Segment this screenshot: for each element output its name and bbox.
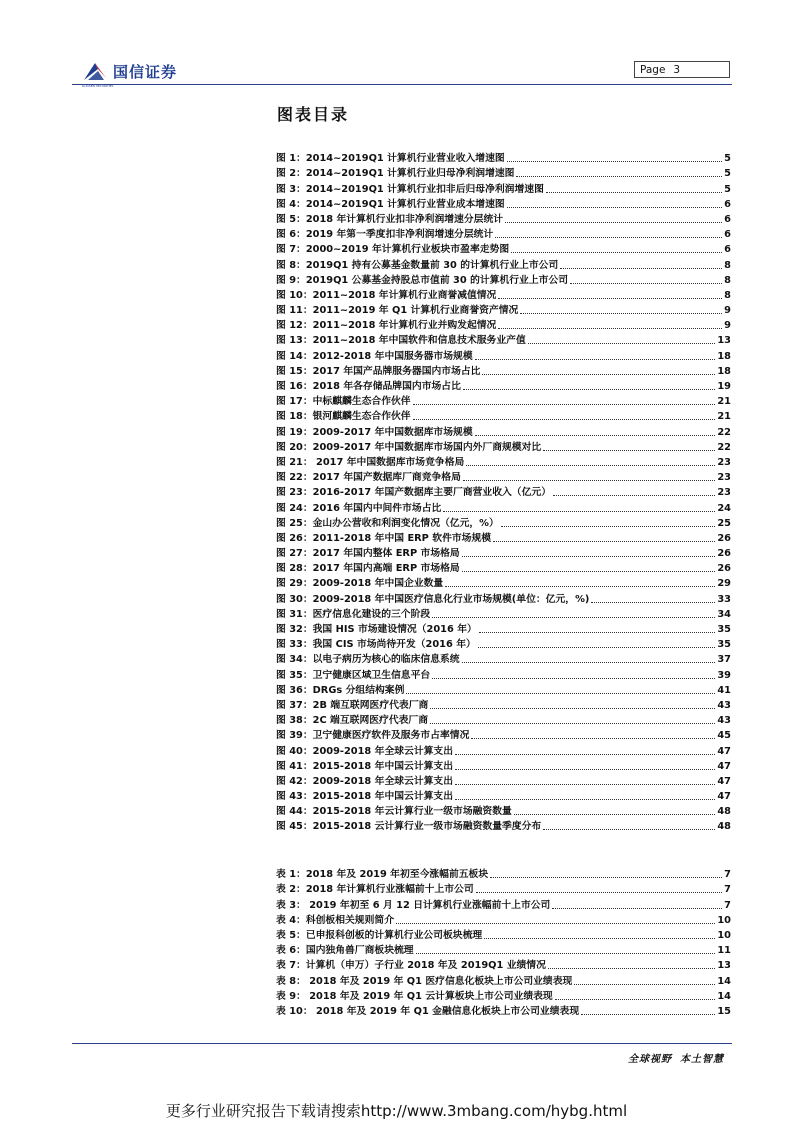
dot-leader — [574, 984, 715, 985]
table-entry-label: 表 5：已申报科创板的计算机行业公司板块梳理 — [276, 929, 483, 941]
page-number: 3 — [673, 64, 681, 76]
figure-entry-page: 23 — [717, 456, 731, 468]
figure-entry[interactable] — [276, 226, 731, 241]
table-entry-label: 表 8： 2018 年及 2019 年 Q1 医疗信息化板块上市公司业绩表现 — [276, 975, 573, 987]
dot-leader — [430, 723, 715, 724]
dot-leader — [462, 556, 716, 557]
figure-entry-label: 图 21： 2017 年中国数据库市场竞争格局 — [276, 456, 465, 468]
figure-entry[interactable] — [276, 302, 731, 317]
figure-entry[interactable] — [276, 256, 731, 271]
figure-entry-label: 图 33：我国 CIS 市场尚待开发（2016 年） — [276, 639, 476, 651]
figure-entry-page: 5 — [724, 183, 731, 195]
dot-leader — [543, 829, 715, 830]
dot-leader — [471, 738, 715, 739]
table-entry[interactable] — [276, 866, 731, 881]
figure-entry-page: 19 — [717, 381, 731, 392]
dot-leader — [416, 953, 716, 954]
figure-entry[interactable] — [276, 803, 731, 818]
figure-entry-label: 图 43：2015-2018 年中国云计算支出 — [276, 791, 454, 803]
figure-entry[interactable] — [276, 773, 731, 788]
download-notice[interactable]: 更多行业研究报告下载请搜索http://www.3mbang.com/hybg.html — [165, 1102, 628, 1120]
table-entry-label: 表 2：2018 年计算机行业涨幅前十上市公司 — [276, 884, 474, 896]
figure-entry[interactable] — [276, 560, 731, 575]
figure-list — [276, 150, 731, 833]
dot-leader — [553, 495, 715, 496]
figure-entry-label: 图 28：2017 年国内高端 ERP 市场格局 — [276, 563, 460, 575]
dot-leader — [543, 450, 715, 451]
figure-entry[interactable] — [276, 742, 731, 757]
figure-entry[interactable] — [276, 499, 731, 514]
dot-leader — [570, 283, 722, 284]
slogan-part: 全球视野 — [628, 1054, 672, 1065]
dot-leader — [555, 999, 716, 1000]
figure-entry-label: 图 41：2015-2018 年中国云计算支出 — [276, 760, 454, 772]
page-label: Page — [640, 64, 666, 76]
figure-entry-label: 图 12：2011~2018 年计算机行业并购发起情况 — [276, 320, 497, 332]
brand-logo — [82, 58, 178, 88]
figure-entry-page: 5 — [724, 153, 731, 165]
figure-entry-label: 图 45：2015-2018 云计算行业一级市场融资数量季度分布 — [276, 821, 542, 833]
figure-entry-page: 24 — [717, 502, 731, 514]
figure-entry-page: 5 — [724, 168, 731, 180]
dot-leader — [475, 435, 716, 436]
figure-entry[interactable] — [276, 788, 731, 803]
dot-leader — [507, 207, 722, 208]
figure-entry-page: 47 — [717, 745, 731, 757]
figure-entry-label: 图 32：我国 HIS 市场建设情况（2016 年） — [276, 624, 477, 635]
figure-entry-page: 41 — [717, 684, 731, 696]
table-entry[interactable] — [276, 896, 731, 911]
figure-entry-page: 35 — [717, 624, 731, 635]
figure-entry[interactable] — [276, 180, 731, 195]
figure-entry-label: 图 34：以电子病历为核心的临床信息系统 — [276, 654, 460, 666]
figure-entry-label: 图 27：2017 年国内整体 ERP 市场格局 — [276, 548, 460, 560]
figure-entry-page: 21 — [717, 396, 731, 408]
figure-entry[interactable] — [276, 712, 731, 727]
dot-leader — [463, 389, 715, 390]
figure-entry-label: 图 15：2017 年国产品牌服务器国内市场占比 — [276, 365, 481, 377]
dot-leader — [511, 252, 722, 253]
dot-leader — [581, 1014, 715, 1015]
table-entry-label: 表 9： 2018 年及 2019 年 Q1 云计算板块上市公司业绩表现 — [276, 990, 553, 1002]
dot-leader — [413, 404, 716, 405]
figure-entry[interactable] — [276, 727, 731, 742]
brand-subtitle: GUOSEN SECURITIES — [82, 84, 114, 88]
figure-entry-page: 8 — [724, 259, 731, 271]
figure-entry-page: 39 — [717, 669, 731, 681]
figure-entry[interactable] — [276, 150, 731, 165]
figure-entry[interactable] — [276, 287, 731, 302]
table-entry-page: 14 — [717, 975, 731, 987]
figure-entry[interactable] — [276, 484, 731, 499]
figure-entry-label: 图 16：2018 年各存储品牌国内市场占比 — [276, 381, 461, 392]
dot-leader — [560, 268, 722, 269]
figure-entry[interactable] — [276, 606, 731, 621]
figure-entry-label: 图 23：2016-2017 年国产数据库主要厂商营业收入（亿元） — [276, 487, 551, 499]
dot-leader — [516, 176, 722, 177]
figure-entry[interactable] — [276, 332, 731, 347]
dot-leader — [479, 632, 716, 633]
dot-leader — [463, 480, 715, 481]
figure-entry-label: 图 10：2011~2018 年计算机行业商誉减值情况 — [276, 289, 497, 301]
figure-entry[interactable] — [276, 393, 731, 408]
table-entry-page: 15 — [717, 1005, 731, 1017]
figure-entry[interactable] — [276, 363, 731, 378]
figure-entry-label: 图 24：2016 年国内中间件市场占比 — [276, 502, 442, 514]
table-entry-page: 7 — [724, 869, 731, 881]
table-entry-page: 10 — [717, 914, 731, 926]
dot-leader — [498, 328, 722, 329]
figure-entry-label: 图 37：2B 端互联网医疗代表厂商 — [276, 699, 429, 711]
figure-entry-label: 图 38：2C 端互联网医疗代表厂商 — [276, 715, 429, 727]
figure-entry-page: 26 — [717, 548, 731, 560]
dot-leader — [413, 419, 716, 420]
figure-entry-page: 35 — [717, 639, 731, 651]
page-indicator — [634, 61, 730, 78]
slogan — [628, 1050, 724, 1065]
figure-entry-label: 图 7：2000~2019 年计算机行业板块市盈率走势图 — [276, 244, 510, 256]
figure-entry-label: 图 25：金山办公营收和利润变化情况（亿元，%） — [276, 517, 499, 529]
dot-leader — [455, 799, 715, 800]
figure-entry-label: 图 11：2011~2019 年 Q1 计算机行业商誉资产情况 — [276, 305, 519, 317]
table-entry[interactable] — [276, 988, 731, 1003]
figure-entry[interactable] — [276, 545, 731, 560]
figure-entry[interactable] — [276, 423, 731, 438]
figure-entry[interactable] — [276, 211, 731, 226]
figure-entry-page: 22 — [717, 426, 731, 438]
figure-entry[interactable] — [276, 621, 731, 636]
figure-entry-label: 图 29：2009-2018 年中国企业数量 — [276, 578, 444, 590]
figure-entry-page: 33 — [717, 593, 731, 605]
table-entry-label: 表 10： 2018 年及 2019 年 Q1 金融信息化板块上市公司业绩表现 — [276, 1005, 580, 1017]
figure-entry-page: 6 — [724, 229, 731, 241]
figure-entry-page: 29 — [717, 578, 731, 590]
figure-entry-label: 图 22：2017 年国产数据库厂商竞争格局 — [276, 472, 461, 484]
figure-entry-label: 图 31：医疗信息化建设的三个阶段 — [276, 608, 431, 620]
figure-entry-label: 图 26：2011-2018 年中国 ERP 软件市场规模 — [276, 532, 492, 544]
figure-entry-page: 37 — [717, 654, 731, 666]
dot-leader — [455, 769, 715, 770]
dot-leader — [462, 571, 716, 572]
table-entry-page: 11 — [717, 945, 731, 957]
dot-leader — [476, 892, 723, 893]
figure-entry-page: 23 — [717, 487, 731, 499]
figure-entry-page: 47 — [717, 791, 731, 803]
dot-leader — [505, 222, 722, 223]
table-entry-label: 表 1：2018 年及 2019 年初至今涨幅前五板块 — [276, 869, 489, 881]
figure-entry[interactable] — [276, 317, 731, 332]
dot-leader — [466, 465, 715, 466]
dot-leader — [507, 161, 722, 162]
figure-entry-page: 6 — [724, 244, 731, 256]
dot-leader — [455, 754, 715, 755]
figure-entry[interactable] — [276, 515, 731, 530]
figure-entry[interactable] — [276, 408, 731, 423]
figure-entry-label: 图 3：2014~2019Q1 计算机行业扣非后归母净利润增速图 — [276, 183, 544, 195]
dot-leader — [520, 313, 722, 314]
page-title: 图表目录 — [277, 105, 350, 124]
table-entry-page: 14 — [717, 990, 731, 1002]
dot-leader — [406, 693, 715, 694]
figure-entry[interactable] — [276, 378, 731, 393]
dot-leader — [475, 359, 716, 360]
figure-entry-page: 9 — [724, 320, 731, 332]
figure-entry-label: 图 30：2009-2018 年中国医疗信息化行业市场规模(单位：亿元，%) — [276, 593, 590, 605]
table-list — [276, 866, 731, 1018]
table-entry-label: 表 7：计算机（申万）子行业 2018 年及 2019Q1 业绩情况 — [276, 960, 546, 972]
figure-entry-label: 图 36：DRGs 分组结构案例 — [276, 684, 405, 696]
figure-entry-label: 图 35：卫宁健康区域卫生信息平台 — [276, 669, 431, 681]
figure-entry-label: 图 18：银河麒麟生态合作伙伴 — [276, 411, 411, 423]
table-entry[interactable] — [276, 881, 731, 896]
figure-entry-page: 9 — [724, 305, 731, 317]
dot-leader — [514, 814, 716, 815]
figure-entry-label: 图 5：2018 年计算机行业扣非净利润增速分层统计 — [276, 213, 504, 225]
dot-leader — [484, 938, 715, 939]
figure-entry-page: 18 — [717, 350, 731, 362]
figure-entry-page: 22 — [717, 441, 731, 453]
figure-entry-label: 图 19：2009-2017 年中国数据库市场规模 — [276, 426, 473, 438]
dot-leader — [495, 237, 722, 238]
figure-entry[interactable] — [276, 590, 731, 605]
figure-entry-page: 6 — [724, 198, 731, 210]
figure-entry-label: 图 20：2009-2017 年中国数据库市场国内外厂商规模对比 — [276, 441, 542, 453]
figure-entry-label: 图 4：2014~2019Q1 计算机行业营业成本增速图 — [276, 198, 505, 210]
dot-leader — [445, 586, 715, 587]
figure-entry-page: 26 — [717, 532, 731, 544]
figure-entry-label: 图 8：2019Q1 持有公募基金数量前 30 的计算机行业上市公司 — [276, 259, 559, 271]
figure-entry-label: 图 14：2012-2018 年中国服务器市场规模 — [276, 350, 473, 362]
figure-entry[interactable] — [276, 439, 731, 454]
figure-entry[interactable] — [276, 666, 731, 681]
figure-entry-label: 图 42：2009-2018 年全球云计算支出 — [276, 775, 454, 787]
dot-leader — [430, 708, 715, 709]
dot-leader — [498, 298, 722, 299]
figure-entry-label: 图 39：卫宁健康医疗软件及服务市占率情况 — [276, 730, 470, 742]
figure-entry-page: 21 — [717, 411, 731, 423]
figure-entry-page: 34 — [717, 608, 731, 620]
table-entry[interactable] — [276, 972, 731, 987]
figure-entry-label: 图 2：2014~2019Q1 计算机行业归母净利润增速图 — [276, 168, 515, 180]
figure-entry-page: 25 — [717, 517, 731, 529]
table-entry[interactable] — [276, 927, 731, 942]
figure-entry-label: 图 17：中标麒麟生态合作伙伴 — [276, 396, 411, 408]
dot-leader — [591, 602, 715, 603]
figure-entry[interactable] — [276, 636, 731, 651]
figure-entry[interactable] — [276, 272, 731, 287]
figure-entry-page: 23 — [717, 472, 731, 484]
slogan-part: 本土智慧 — [680, 1054, 724, 1065]
figure-entry-page: 43 — [717, 699, 731, 711]
figure-entry[interactable] — [276, 697, 731, 712]
header-divider — [72, 84, 732, 85]
table-entry[interactable] — [276, 912, 731, 927]
dot-leader — [546, 192, 722, 193]
figure-entry-label: 图 9：2019Q1 公募基金持股总市值前 30 的计算机行业上市公司 — [276, 274, 569, 286]
figure-entry[interactable] — [276, 469, 731, 484]
figure-entry-label: 图 13：2011~2018 年中国软件和信息技术服务业产值 — [276, 335, 526, 347]
figure-entry-page: 18 — [717, 365, 731, 377]
figure-entry[interactable] — [276, 818, 731, 833]
table-entry-label: 表 4：科创板相关规则简介 — [276, 914, 394, 926]
dot-leader — [478, 647, 716, 648]
figure-entry-page: 47 — [717, 775, 731, 787]
figure-entry-page: 43 — [717, 715, 731, 727]
figure-entry[interactable] — [276, 165, 731, 180]
dot-leader — [482, 374, 715, 375]
table-entry[interactable] — [276, 957, 731, 972]
table-entry[interactable] — [276, 1003, 731, 1018]
dot-leader — [455, 784, 715, 785]
figure-entry[interactable] — [276, 454, 731, 469]
figure-entry-page: 8 — [724, 274, 731, 286]
figure-entry-page: 26 — [717, 563, 731, 575]
figure-entry-page: 47 — [717, 760, 731, 772]
figure-entry[interactable] — [276, 575, 731, 590]
figure-entry[interactable] — [276, 347, 731, 362]
figure-entry-page: 8 — [724, 289, 731, 301]
dot-leader — [490, 877, 722, 878]
figure-entry-label: 图 40：2009-2018 年全球云计算支出 — [276, 745, 454, 757]
figure-entry[interactable] — [276, 682, 731, 697]
figure-entry-label: 图 1：2014~2019Q1 计算机行业营业收入增速图 — [276, 153, 505, 165]
dot-leader — [443, 511, 715, 512]
dot-leader — [493, 541, 715, 542]
figure-entry-page: 6 — [724, 213, 731, 225]
figure-entry-page: 48 — [717, 821, 731, 833]
figure-entry[interactable] — [276, 196, 731, 211]
figure-entry-label: 图 6：2019 年第一季度扣非净利润增速分层统计 — [276, 229, 494, 241]
footer-divider — [72, 1043, 732, 1044]
brand-logo-icon — [82, 60, 108, 82]
figure-entry[interactable] — [276, 241, 731, 256]
table-entry-page: 13 — [717, 960, 731, 972]
figure-entry-page: 48 — [717, 806, 731, 818]
dot-leader — [552, 908, 722, 909]
dot-leader — [501, 526, 716, 527]
dot-leader — [548, 968, 715, 969]
table-entry-page: 10 — [717, 929, 731, 941]
dot-leader — [396, 923, 715, 924]
table-entry[interactable] — [276, 942, 731, 957]
dot-leader — [462, 662, 716, 663]
dot-leader — [432, 617, 715, 618]
figure-entry-label: 图 44：2015-2018 年云计算行业一级市场融资数量 — [276, 806, 512, 818]
figure-entry[interactable] — [276, 758, 731, 773]
dot-leader — [432, 678, 715, 679]
figure-entry-page: 13 — [717, 335, 731, 347]
dot-leader — [528, 343, 716, 344]
figure-entry-page: 45 — [717, 730, 731, 742]
brand-name: 国信证券 — [113, 62, 178, 81]
table-entry-page: 7 — [724, 899, 731, 911]
figure-entry[interactable] — [276, 530, 731, 545]
table-entry-label: 表 6：国内独角兽厂商板块梳理 — [276, 945, 414, 957]
table-entry-page: 7 — [724, 884, 731, 896]
figure-entry[interactable] — [276, 651, 731, 666]
table-entry-label: 表 3： 2019 年初至 6 月 12 日计算机行业涨幅前十上市公司 — [276, 899, 551, 911]
